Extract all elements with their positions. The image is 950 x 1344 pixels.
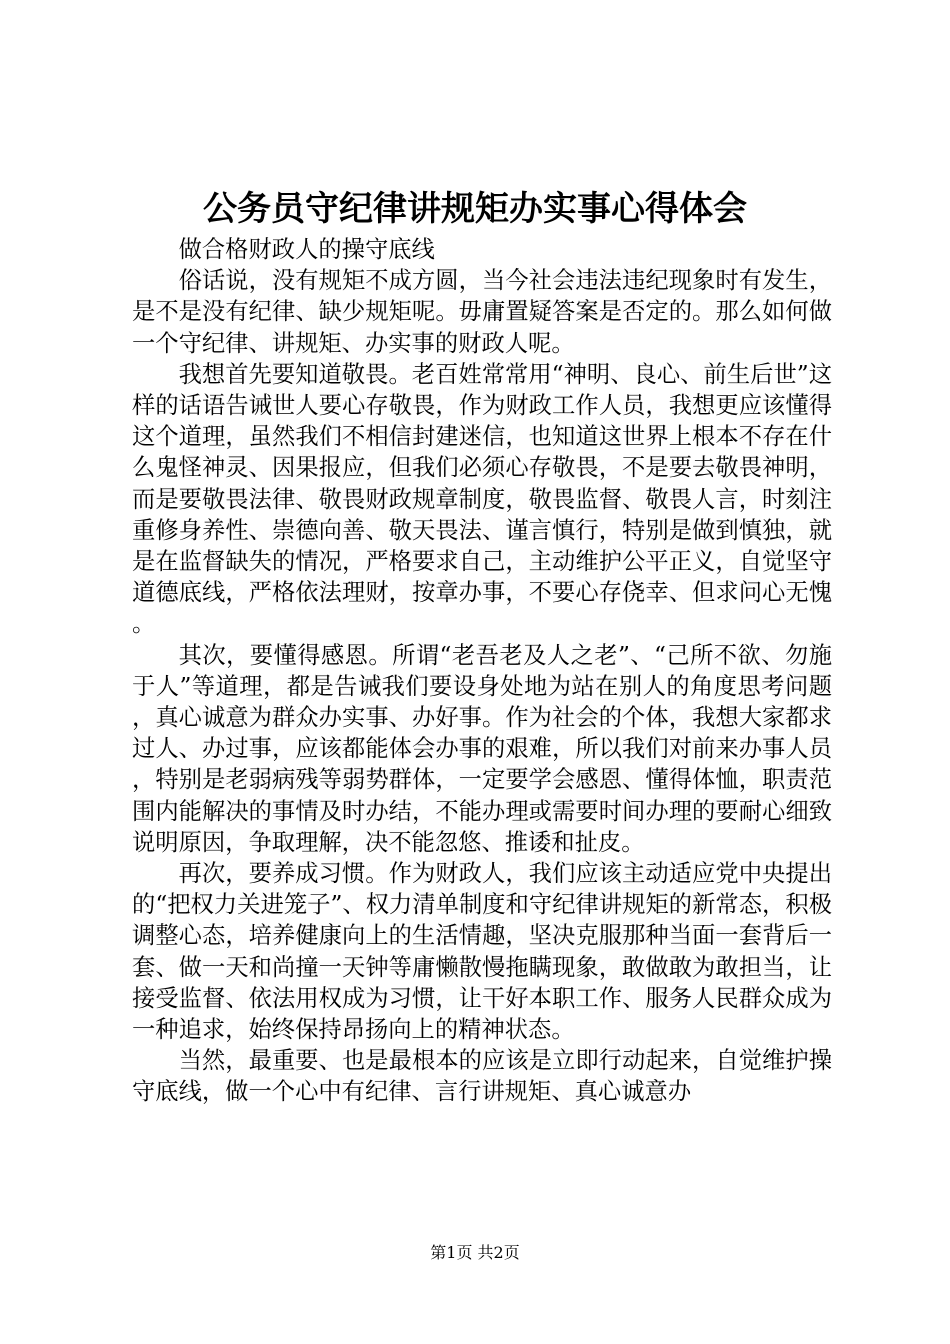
paragraph-gratitude: 其次，要懂得感恩。所谓“老吾老及人之老”、“己所不欲、勿施于人”等道理，都是告诫我们要设身处地为站在别人的角度思考问题，真心诚意为群众办实事、办好事。作为社会的个体，我想大家都求过人、办过事，应该都能体会办事的艰难，所以我们对前来办事人员，特别是老弱病残等弱势群体，一定要学会感恩、懂得体恤，职责范围内能解决的事情及时办结，不能办理或需要时间办理的要耐心细致说明原因，争取理解，决不能忽悠、推诿和扯皮。	[132, 641, 832, 856]
page-number: 第1页 共2页	[430, 1243, 520, 1262]
document-title: 公务员守纪律讲规矩办实事心得体会	[203, 189, 747, 229]
paragraph-awe: 我想首先要知道敬畏。老百姓常常用“神明、良心、前生后世”这样的话语告诫世人要心存敬畏，作为财政工作人员，我想更应该懂得这个道理，虽然我们不相信封建迷信，也知道这世界上根本不存在什么鬼怪神灵、因果报应，但我们必须心存敬畏，不是要去敬畏神明，而是要敬畏法律、敬畏财政规章制度，敬畏监督、敬畏人言，时刻注重修身养性、崇德向善、敬天畏法、谨言慎行，特别是做到慎独，就是在监督缺失的情况，严格要求自己，主动维护公平正义，自觉坚守道德底线，严格依法理财，按章办事，不要心存侥幸、但求问心无愧。	[132, 360, 832, 638]
paragraph-subtitle: 做合格财政人的操守底线	[178, 236, 435, 263]
paragraph-habits: 再次，要养成习惯。作为财政人，我们应该主动适应党中央提出的“把权力关进笼子”、权力清单制度和守纪律讲规矩的新常态，积极调整心态，培养健康向上的生活情趣，坚决克服那种当面一套背后一套、做一天和尚撞一天钟等庸懒散慢拖瞒现象，敢做敢为敢担当，让接受监督、依法用权成为习惯，让干好本职工作、服务人民群众成为一种追求，始终保持昂扬向上的精神状态。	[132, 860, 832, 1044]
document-body	[132, 234, 832, 1108]
paragraph-intro: 俗话说，没有规矩不成方圆，当今社会违法违纪现象时有发生，是不是没有纪律、缺少规矩呢。毋庸置疑答案是否定的。那么如何做一个守纪律、讲规矩、办实事的财政人呢。	[132, 267, 832, 357]
paragraph-action: 当然，最重要、也是最根本的应该是立即行动起来，自觉维护操守底线，做一个心中有纪律、言行讲规矩、真心诚意办	[132, 1047, 832, 1106]
